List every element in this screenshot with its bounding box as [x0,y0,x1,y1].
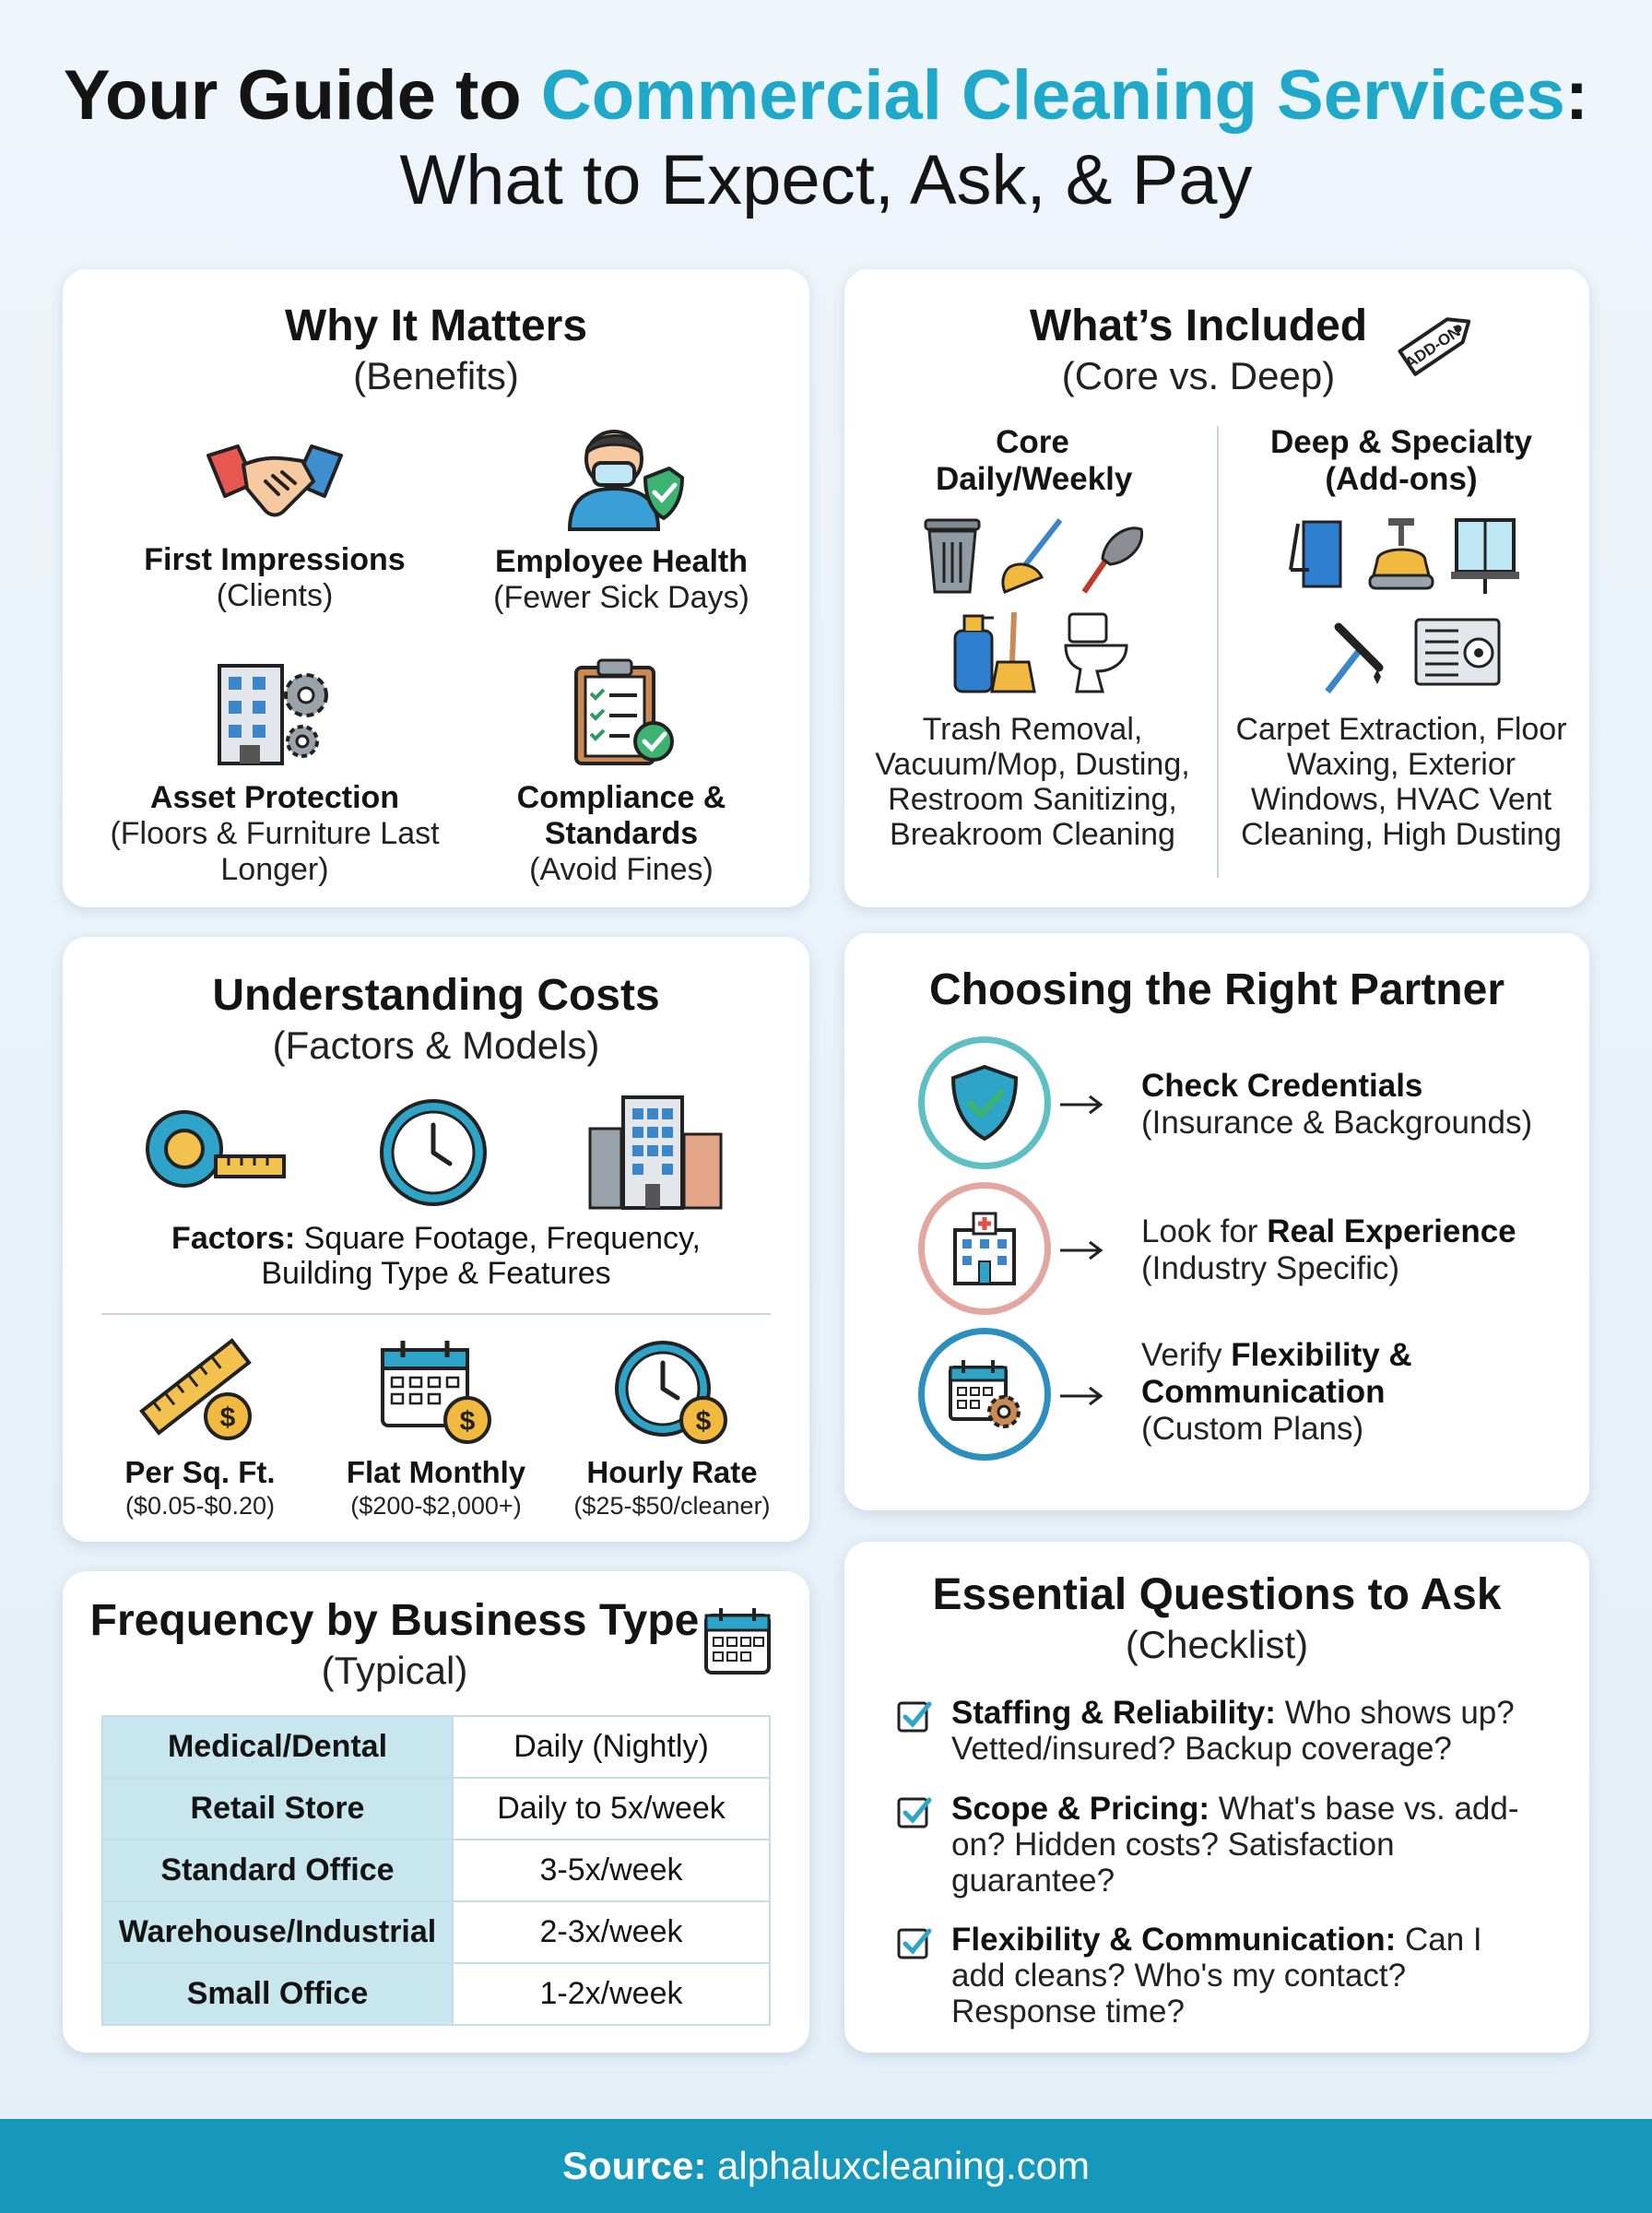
partner-row-experience: Look for Real Experience (Industry Specific) [918,1182,1564,1320]
choosing-partner-card [844,933,1589,1510]
svg-text:ADD-ON: ADD-ON [1401,322,1464,373]
included-divider [1217,426,1219,878]
calendar-coin-icon [372,1333,501,1448]
checkbox-checked-icon [896,1698,933,1735]
core-column [857,424,1208,852]
questions-card [844,1542,1589,2053]
ruler-coin-icon [136,1333,265,1448]
costs-subtitle: (Factors & Models) [272,1024,600,1067]
table-row: Medical/Dental Daily (Nightly) [102,1716,770,1778]
office-buildings-icon [586,1092,725,1212]
toilet-icon [1066,614,1127,692]
arrow-right-icon [1058,1385,1104,1407]
understanding-costs-card [63,937,809,1542]
title-accent: Commercial Cleaning Services [540,56,1565,135]
tape-measure-icon [142,1103,289,1195]
why-item-first-impressions: First Impressions (Clients) [100,428,450,614]
frequency-table [101,1715,771,2026]
floor-waxer-icon [1370,518,1433,588]
whats-included-card [844,269,1589,907]
credentials-circle [918,1036,1051,1169]
calendar-icon [702,1606,773,1676]
handshake-icon [201,428,348,529]
source-footer: Source: alphaluxcleaning.com [0,2119,1652,2213]
arrow-right-icon [1058,1094,1104,1116]
core-heading: Core Daily/Weekly [936,424,1133,497]
core-description: Trash Removal, Vacuum/Mop, Dusting, Restroom Sanitizing, Breakroom Cleaning [875,712,1190,852]
spray-bottle-icon [955,616,994,692]
broom-icon [992,612,1034,692]
page-subtitle: What to Expect, Ask, & Pay [399,141,1253,219]
why-item-compliance: Compliance & Standards (Avoid Fines) [446,655,796,888]
why-item-employee-health: Employee Health (Fewer Sick Days) [446,419,796,616]
why-title: Why It Matters [284,302,588,350]
table-row: Retail Store Daily to 5x/week [102,1778,770,1840]
table-row: Small Office 1-2x/week [102,1963,770,2025]
svg-text:$: $ [459,1406,476,1437]
svg-text:$: $ [695,1406,712,1437]
costs-title: Understanding Costs [212,971,660,1020]
duster-icon [1084,528,1142,592]
carpet-extractor-icon [1291,522,1340,586]
source-link[interactable]: alphaluxcleaning.com [706,2144,1090,2187]
frequency-title: Frequency by Business Type [89,1596,700,1645]
deep-column [1226,424,1576,852]
partner-row-flexibility: Verify Flexibility & Communication (Custom Plans) [918,1328,1564,1466]
clock-coin-icon [608,1333,737,1448]
deep-description: Carpet Extraction, Floor Waxing, Exterior Windows, HVAC Vent Cleaning, High Dusting [1235,712,1567,852]
question-staffing: Staffing & Reliability: Who shows up? Vetted/insured? Backup coverage? [896,1695,1560,1767]
arrow-right-icon [1058,1239,1104,1261]
building-gears-icon [210,655,339,767]
question-flexibility: Flexibility & Communication: Can I add cleans? Who's my contact? Response time? [896,1922,1560,2030]
table-row: Warehouse/Industrial 2-3x/week [102,1901,770,1963]
questions-subtitle: (Checklist) [1125,1623,1309,1666]
deep-heading: Deep & Specialty (Add-ons) [1270,424,1532,497]
partner-title: Choosing the Right Partner [929,965,1504,1014]
why-it-matters-card [63,269,809,907]
model-per-sq-ft: $ Per Sq. Ft. ($0.05-$0.20) [85,1333,315,1521]
mop-icon [1003,520,1060,592]
cost-factors: Factors: Square Footage, Frequency, Building Type & Features [171,1221,701,1291]
frequency-card [63,1571,809,2053]
clock-icon [376,1095,490,1210]
checkbox-checked-icon [896,1925,933,1962]
hvac-vent-icon [1416,620,1499,684]
page-title: Your Guide to Commercial Cleaning Services: What to Expect, Ask, & Pay [0,53,1652,223]
model-flat-monthly: $ Flat Monthly ($200-$2,000+) [321,1333,551,1521]
svg-text:$: $ [219,1402,236,1433]
hospital-building-icon [946,1210,1023,1287]
experience-circle [918,1182,1051,1315]
calendar-gear-icon [945,1356,1024,1432]
deep-cleaning-icons [1281,515,1521,699]
checkbox-checked-icon [896,1794,933,1831]
masked-person-shield-icon [557,419,686,531]
included-subtitle: (Core vs. Deep) [1061,354,1336,397]
add-on-tag-icon [1392,301,1484,384]
questions-title: Essential Questions to Ask [932,1570,1502,1619]
frequency-subtitle: (Typical) [321,1649,468,1692]
included-title: What’s Included [1029,302,1368,350]
costs-divider [101,1313,771,1315]
core-cleaning-icons [913,515,1152,699]
clipboard-check-icon [561,655,681,767]
window-icon [1451,520,1519,594]
why-item-asset-protection: Asset Protection (Floors & Furniture Last Longer) [100,655,450,888]
shield-check-icon [948,1063,1021,1142]
trash-can-icon [926,520,979,592]
why-subtitle: (Benefits) [353,354,519,397]
model-hourly-rate: $ Hourly Rate ($25-$50/cleaner) [557,1333,787,1521]
question-scope: Scope & Pricing: What's base vs. add-on? Hidden costs? Satisfaction guarantee? [896,1791,1560,1899]
table-row: Standard Office 3-5x/week [102,1840,770,1901]
squeegee-icon [1328,627,1381,692]
partner-row-credentials: Check Credentials (Insurance & Backgrounds) [918,1036,1564,1175]
flexibility-circle [918,1328,1051,1461]
